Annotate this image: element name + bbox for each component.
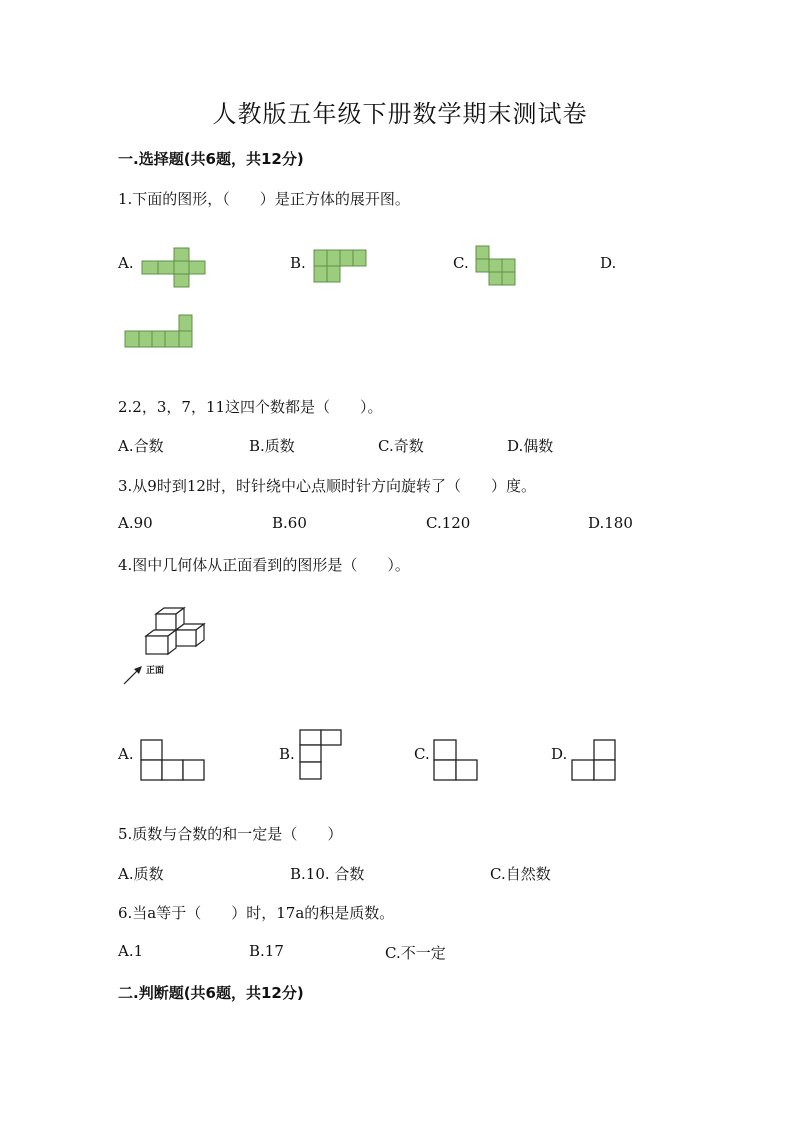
- q1-net-b: [314, 250, 368, 284]
- q5-option-b: B.10. 合数: [290, 865, 365, 883]
- question-5: 5.质数与合数的和一定是（ ）: [118, 825, 343, 843]
- q3-option-b: B.60: [272, 514, 307, 532]
- q1-option-c-label: C.: [453, 254, 469, 272]
- q1-option-a-label: A.: [118, 254, 134, 272]
- q4-option-b-label: B.: [279, 745, 295, 763]
- q4-option-c-label: C.: [414, 745, 430, 763]
- question-4: 4.图中几何体从正面看到的图形是（ ）。: [118, 556, 410, 574]
- q4-view-b: [299, 729, 343, 781]
- q4-view-c: [433, 739, 479, 781]
- q3-option-a: A.90: [118, 514, 153, 532]
- q5-option-a: A.质数: [118, 865, 164, 883]
- section-heading-judgement: 二.判断题(共6题，共12分): [118, 984, 304, 1002]
- q1-net-c: [476, 246, 518, 288]
- q6-option-b: B.17: [249, 942, 284, 960]
- page-title: 人教版五年级下册数学期末测试卷: [212, 100, 588, 128]
- q4-option-a-label: A.: [118, 745, 134, 763]
- front-view-label: 正面: [146, 666, 165, 676]
- q5-option-c: C.自然数: [490, 865, 551, 883]
- q4-option-d-label: D.: [551, 745, 568, 763]
- question-1: 1.下面的图形，（ ）是正方体的展开图。: [118, 190, 410, 208]
- q4-cube-figure: [120, 606, 212, 688]
- q3-option-d: D.180: [588, 514, 633, 532]
- question-3: 3.从9时到12时，时针绕中心点顺时针方向旋转了（ ）度。: [118, 477, 536, 495]
- q3-option-c: C.120: [426, 514, 471, 532]
- q1-net-a: [142, 248, 206, 288]
- section-heading-choice: 一.选择题(共6题，共12分): [118, 150, 304, 168]
- question-2: 2.2，3，7，11这四个数都是（ ）。: [118, 398, 383, 416]
- q1-net-d: [125, 315, 195, 349]
- q4-view-d: [571, 739, 617, 781]
- q2-option-d: D.偶数: [507, 437, 554, 455]
- q2-option-b: B.质数: [249, 437, 295, 455]
- question-6: 6.当a等于（ ）时，17a的积是质数。: [118, 904, 395, 922]
- q6-option-c: C.不一定: [385, 944, 446, 962]
- q1-option-b-label: B.: [290, 254, 306, 272]
- q6-option-a: A.1: [118, 942, 144, 960]
- q4-view-a: [140, 739, 206, 781]
- q2-option-a: A.合数: [118, 437, 164, 455]
- q1-option-d-label: D.: [600, 254, 617, 272]
- q2-option-c: C.奇数: [378, 437, 424, 455]
